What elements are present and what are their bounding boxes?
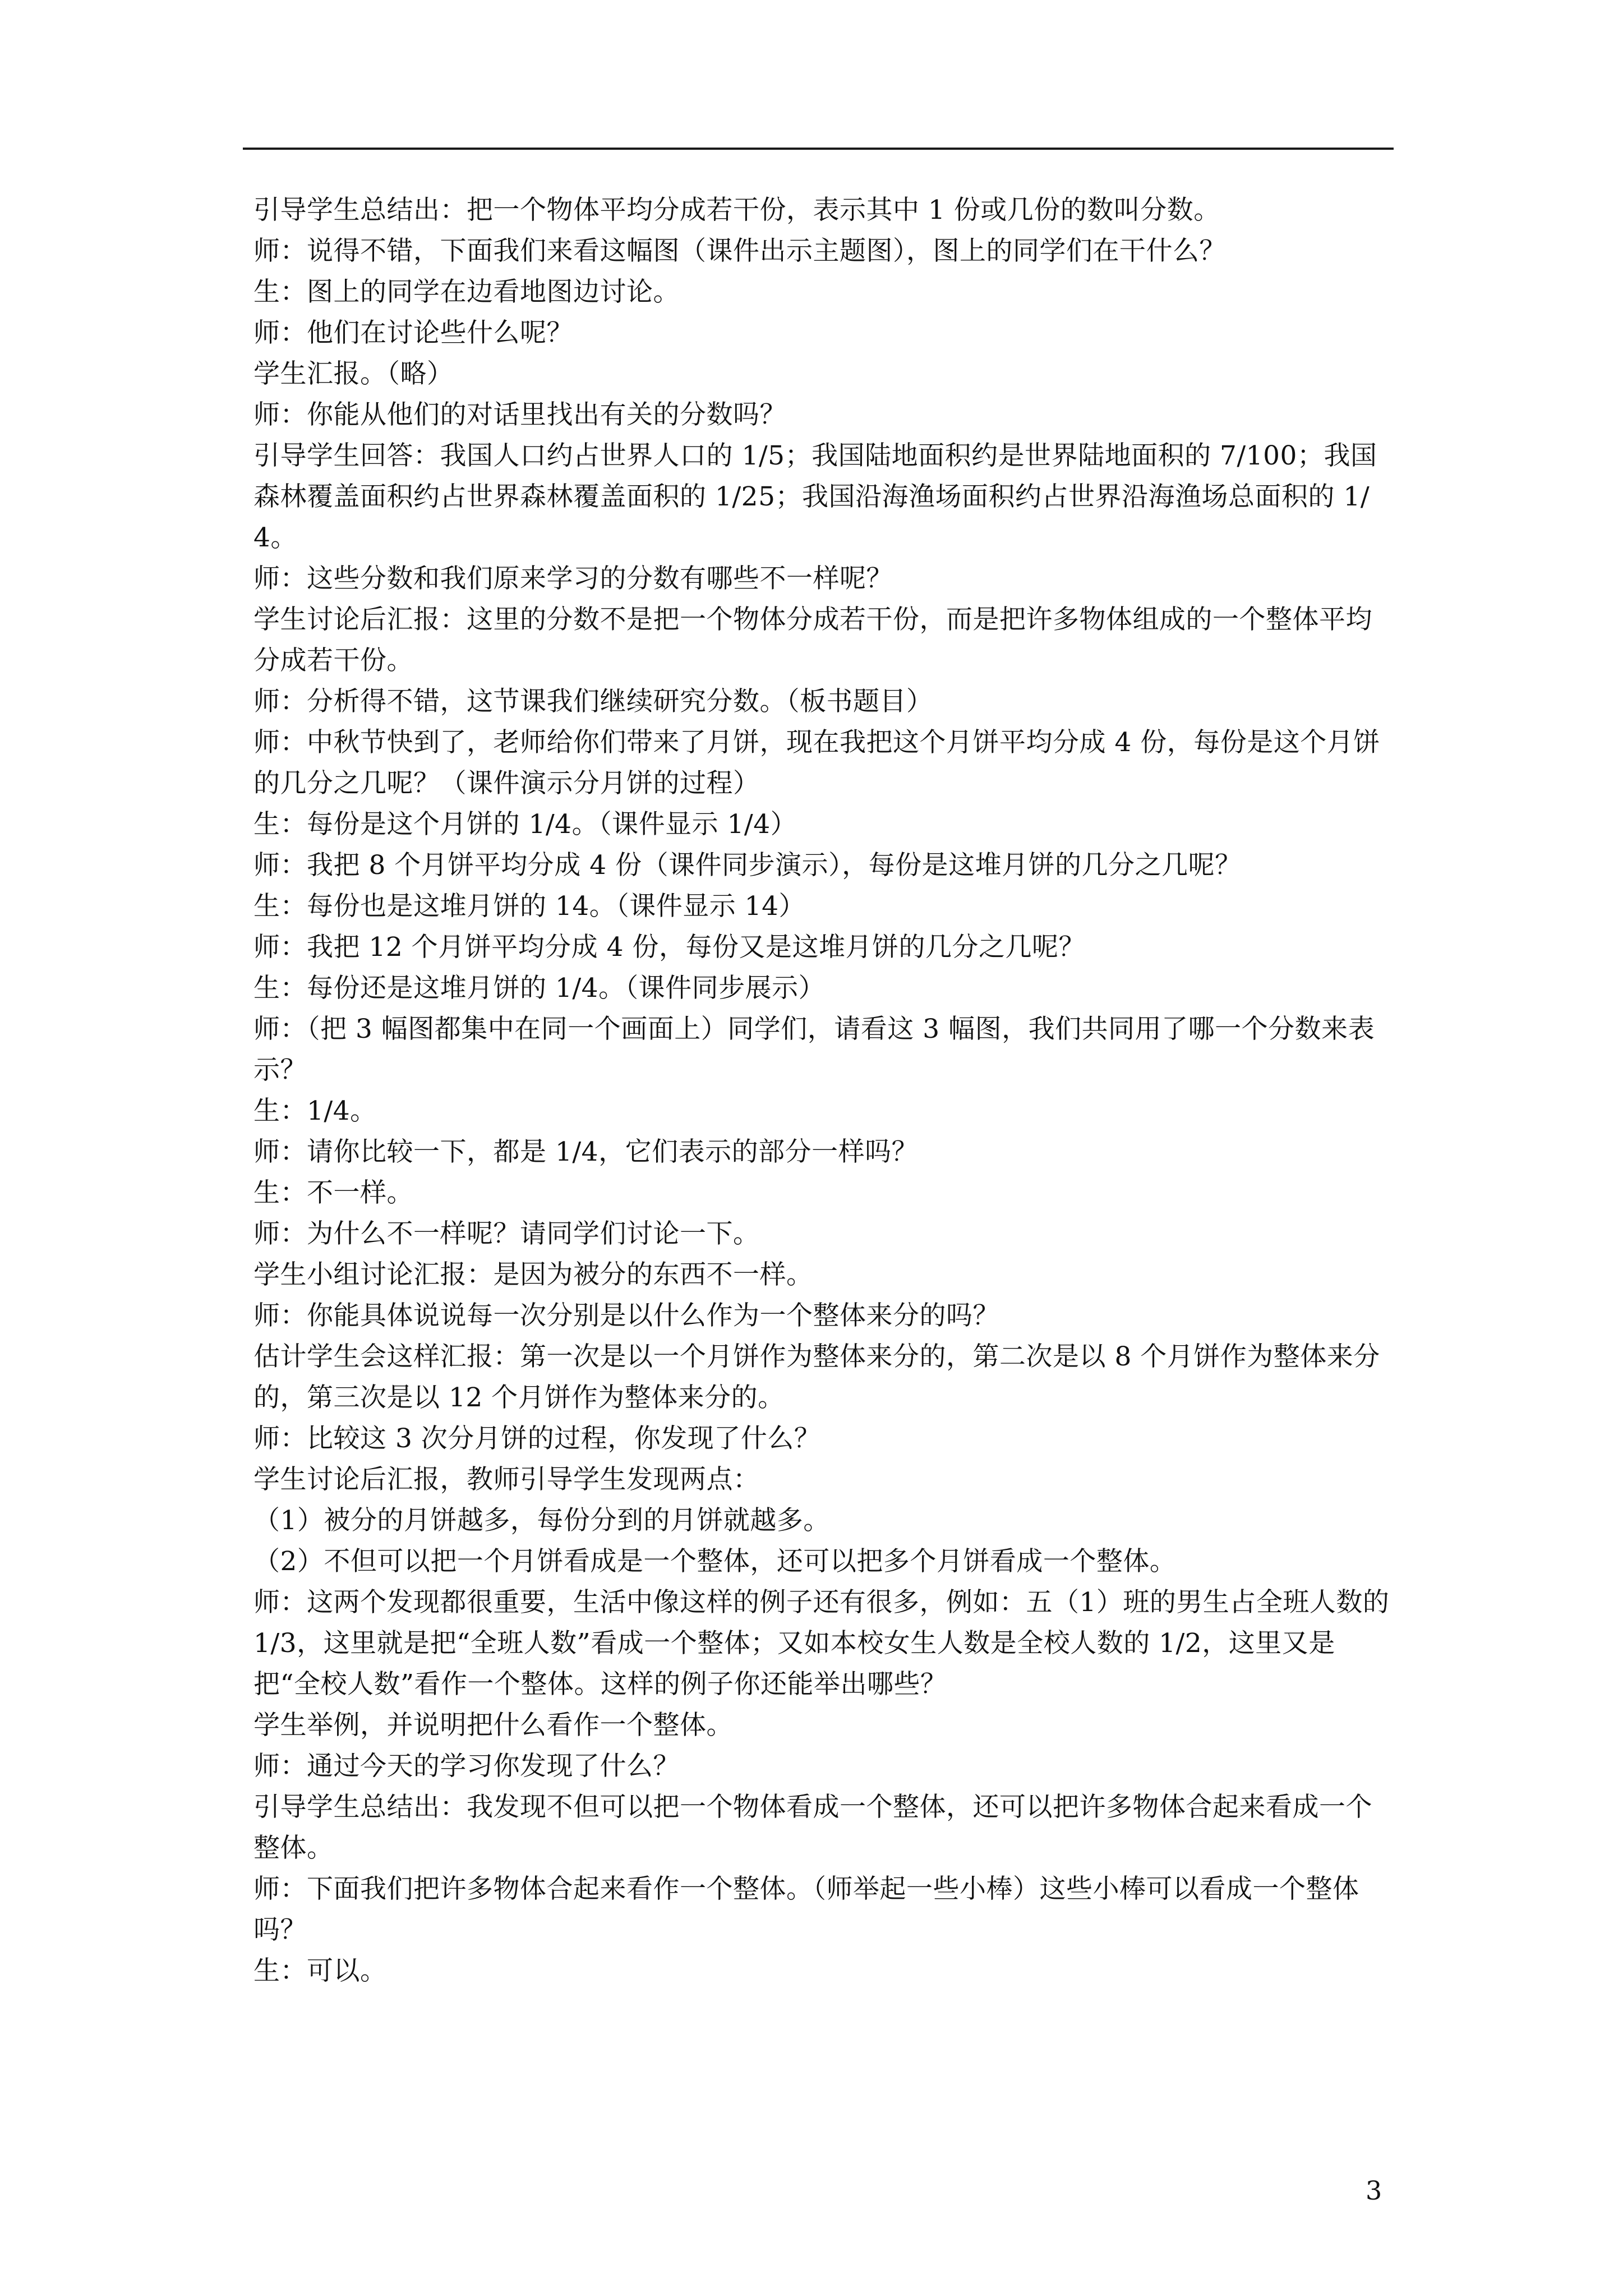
paragraph: 师：这些分数和我们原来学习的分数有哪些不一样呢？ — [253, 563, 893, 594]
header-rule — [243, 148, 1394, 150]
paragraph: 师：请你比较一下，都是 1/4，它们表示的部分一样吗？ — [253, 1137, 919, 1167]
lesson-body — [253, 190, 1392, 1991]
paragraph: 生：每份也是这堆月饼的 14。（课件显示 14） — [253, 891, 805, 922]
paragraph: 估计学生会这样汇报：第一次是以一个月饼作为整体来分的，第二次是以 8 个月饼作为整体来分的，第三次是以 12 个月饼作为整体来分的。 — [253, 1341, 1380, 1413]
paragraph: 师：他们在讨论些什么呢？ — [253, 318, 573, 348]
paragraph: 生：不一样。 — [253, 1177, 413, 1208]
paragraph: 学生汇报。（略） — [253, 358, 454, 389]
paragraph: （2）不但可以把一个月饼看成是一个整体，还可以把多个月饼看成一个整体。 — [253, 1546, 1177, 1577]
paragraph: 师：这两个发现都很重要，生活中像这样的例子还有很多，例如：五（1）班的男生占全班人数的 1/3，这里就是把“全班人数”看成一个整体；又如本校女生人数是全校人数的 1/2，这里又是把“全校人数”看作一个整体。这样的例子你还能举出哪些？ — [253, 1587, 1390, 1700]
paragraph: 学生讨论后汇报：这里的分数不是把一个物体分成若干份，而是把许多物体组成的一个整体平均分成若干份。 — [253, 604, 1372, 676]
paragraph: 师：我把 12 个月饼平均分成 4 份，每份又是这堆月饼的几分之几呢？ — [253, 932, 1085, 963]
paragraph: 师：你能从他们的对话里找出有关的分数吗？ — [253, 399, 786, 430]
paragraph: 生：每份还是这堆月饼的 1/4。（课件同步展示） — [253, 973, 826, 1004]
paragraph: 引导学生总结出：把一个物体平均分成若干份，表示其中 1 份或几份的数叫分数。 — [253, 195, 1220, 226]
paragraph: 师：我把 8 个月饼平均分成 4 份（课件同步演示），每份是这堆月饼的几分之几呢？ — [253, 850, 1242, 881]
paragraph: 学生讨论后汇报，教师引导学生发现两点： — [253, 1464, 760, 1495]
paragraph: 生：图上的同学在边看地图边讨论。 — [253, 277, 680, 307]
paragraph: 师：通过今天的学习你发现了什么？ — [253, 1751, 680, 1782]
paragraph: 生：1/4。 — [253, 1096, 377, 1126]
paragraph: 学生小组讨论汇报：是因为被分的东西不一样。 — [253, 1259, 813, 1290]
paragraph: 引导学生总结出：我发现不但可以把一个物体看成一个整体，还可以把许多物体合起来看成一个整体。 — [253, 1792, 1372, 1864]
paragraph: 师：为什么不一样呢？请同学们讨论一下。 — [253, 1218, 760, 1249]
paragraph: 师：比较这 3 次分月饼的过程，你发现了什么？ — [253, 1423, 821, 1454]
paragraph: 师：说得不错，下面我们来看这幅图（课件出示主题图），图上的同学们在干什么？ — [253, 236, 1226, 266]
paragraph: 师：下面我们把许多物体合起来看作一个整体。（师举起一些小棒）这些小棒可以看成一个整体吗？ — [253, 1874, 1359, 1945]
paragraph: 引导学生回答：我国人口约占世界人口的 1/5；我国陆地面积约是世界陆地面积的 7/100；我国森林覆盖面积约占世界森林覆盖面积的 1/25；我国沿海渔场面积约占世界沿海渔场总面积的 1/4。 — [253, 440, 1377, 553]
paragraph: 师：你能具体说说每一次分别是以什么作为一个整体来分的吗？ — [253, 1300, 999, 1331]
paragraph: 生：每份是这个月饼的 1/4。（课件显示 1/4） — [253, 809, 797, 840]
paragraph: 生：可以。 — [253, 1955, 387, 1986]
paragraph: 学生举例，并说明把什么看作一个整体。 — [253, 1710, 733, 1741]
paragraph: 师：中秋节快到了，老师给你们带来了月饼，现在我把这个月饼平均分成 4 份，每份是这个月饼的几分之几呢？（课件演示分月饼的过程） — [253, 727, 1380, 799]
page-number: 3 — [1366, 2175, 1382, 2206]
paragraph: 师：分析得不错，这节课我们继续研究分数。（板书题目） — [253, 686, 933, 717]
paragraph: （1）被分的月饼越多，每份分到的月饼就越多。 — [253, 1505, 830, 1536]
paragraph: 师：（把 3 幅图都集中在同一个画面上）同学们，请看这 3 幅图，我们共同用了哪一个分数来表示？ — [253, 1014, 1375, 1085]
